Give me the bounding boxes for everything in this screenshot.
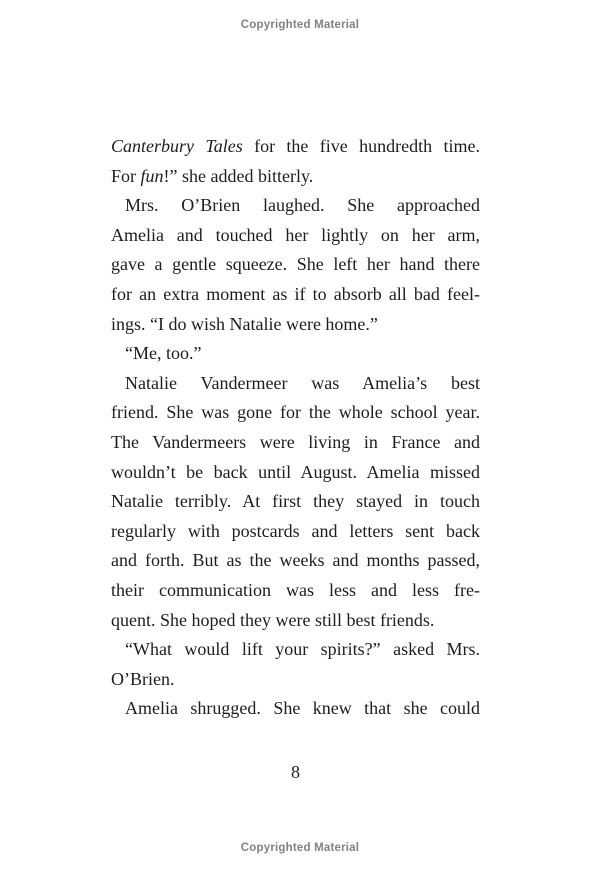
text-line — [111, 221, 480, 251]
text-segment: and forth. But as the weeks and months passed, — [111, 550, 480, 571]
text-segment: For — [111, 165, 141, 186]
text-segment: O’Brien. — [111, 668, 175, 689]
text-segment: Natalie terribly. At first they stayed in touch — [111, 491, 480, 512]
italic-text: fun — [140, 165, 164, 186]
text-line — [111, 576, 480, 606]
text-segment: !” she added bitterly. — [163, 165, 314, 186]
text-segment: Amelia and touched her lightly on her arm, — [111, 224, 480, 245]
text-segment: quent. She hoped they were still best friends. — [111, 609, 435, 630]
text-line — [111, 606, 480, 636]
text-segment: gave a gentle squeeze. She left her hand there — [111, 254, 480, 275]
text-segment: for an extra moment as if to absorb all bad feel- — [111, 283, 480, 304]
text-line — [111, 694, 480, 724]
text-segment: ings. “I do wish Natalie were home.” — [111, 313, 378, 334]
text-segment: regularly with postcards and letters sent back — [111, 520, 480, 541]
italic-text: Canterbury Tales — [111, 136, 243, 156]
text-segment: for the five hundredth time. — [242, 136, 480, 156]
text-line — [111, 310, 480, 340]
text-line — [111, 339, 480, 369]
text-line — [111, 398, 480, 428]
text-segment: “What would lift your spirits?” asked Mrs. — [125, 639, 480, 660]
text-segment: Amelia shrugged. She knew that she could — [125, 698, 480, 719]
page-number: 8 — [291, 762, 300, 782]
text-line — [111, 428, 480, 458]
text-line — [111, 132, 480, 162]
text-segment: Natalie Vandermeer was Amelia’s best — [125, 372, 480, 393]
text-segment: wouldn’t be back until August. Amelia missed — [111, 461, 480, 482]
text-line — [111, 665, 480, 695]
text-line — [111, 487, 480, 517]
body-text — [111, 132, 480, 724]
text-segment: “Me, too.” — [125, 343, 202, 364]
text-segment: Mrs. O’Brien laughed. She approached — [125, 195, 480, 216]
text-segment: their communication was less and less fre- — [111, 579, 480, 600]
text-line — [111, 458, 480, 488]
text-line — [111, 369, 480, 399]
text-line — [111, 546, 480, 576]
text-line — [111, 517, 480, 547]
text-line — [111, 250, 480, 280]
text-line — [111, 162, 480, 192]
copyright-notice-bottom: Copyrighted Material — [240, 842, 360, 854]
text-segment: friend. She was gone for the whole school year. — [111, 402, 480, 423]
text-line — [111, 280, 480, 310]
text-line — [111, 635, 480, 665]
text-segment: The Vandermeers were living in France and — [111, 431, 480, 452]
copyright-notice-top: Copyrighted Material — [240, 19, 360, 31]
text-line — [111, 191, 480, 221]
